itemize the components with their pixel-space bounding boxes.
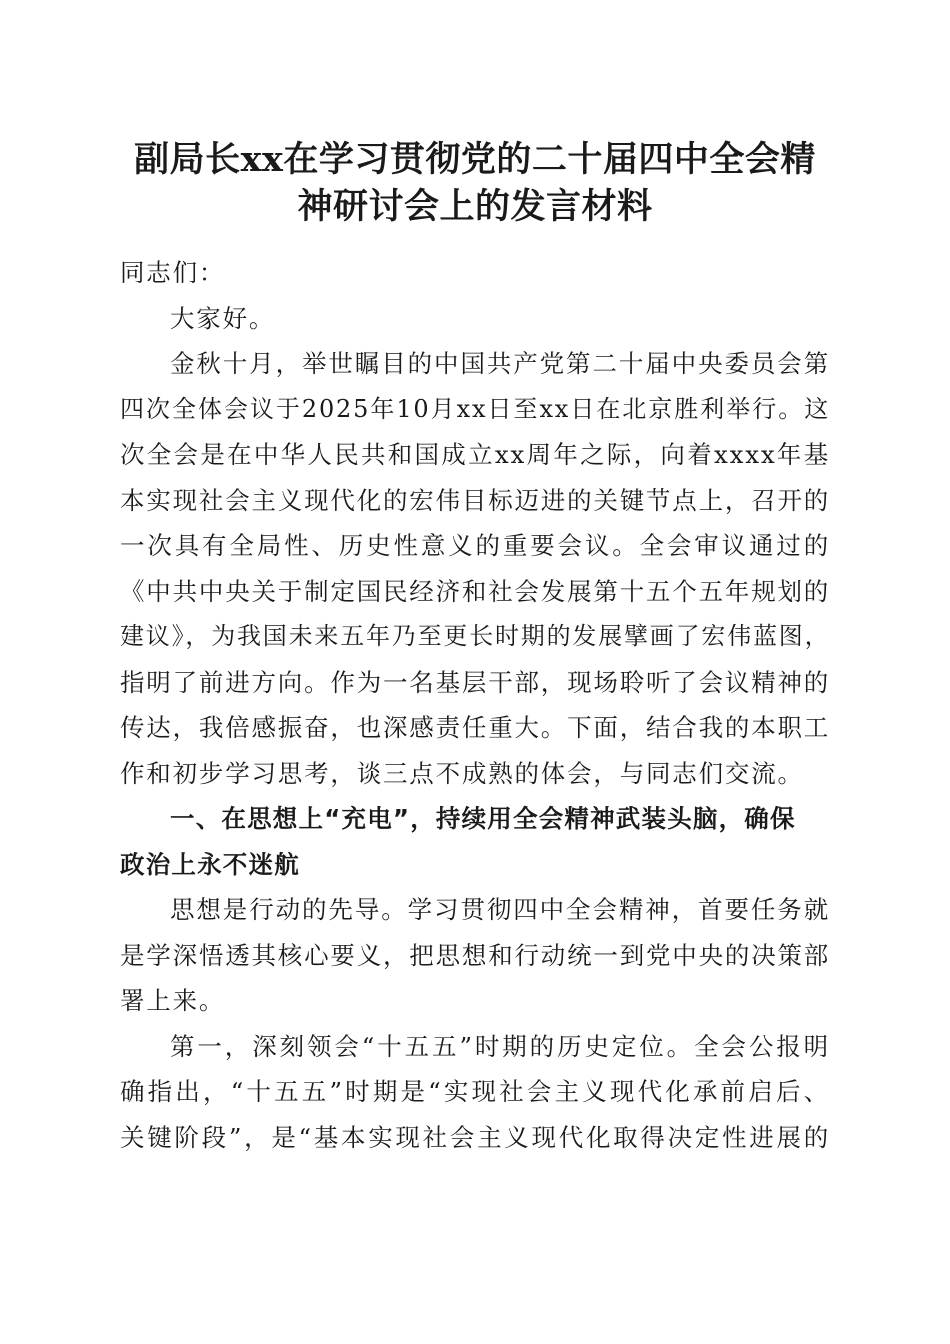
intro-line: 一次具有全局性、历史性意义的重要会议。全会审议通过的 <box>120 531 830 560</box>
paragraph-line: 署上来。 <box>120 986 226 1015</box>
document-body <box>120 250 830 1160</box>
paragraph-line: 第一，深刻领会“十五五”时期的历史定位。全会公报明 <box>170 1031 830 1061</box>
section-1-paragraph <box>120 887 830 1024</box>
intro-line: 作和初步学习思考，谈三点不成熟的体会，与同志们交流。 <box>120 758 804 788</box>
intro-line: 本实现社会主义现代化的宏伟目标迈进的关键节点上，召开的 <box>120 485 831 515</box>
intro-line: 建议》，为我国未来五年乃至更长时期的发展擘画了宏伟蓝图， <box>120 622 831 650</box>
intro-line: 《中共中央关于制定国民经济和社会发展第十五个五年规划的 <box>120 576 831 606</box>
point-1-paragraph <box>120 1024 830 1161</box>
paragraph-line: 思想是行动的先导。学习贯彻四中全会精神，首要任务就 <box>170 895 830 924</box>
intro-line: 指明了前进方向。作为一名基层干部，现场聆听了会议精神的 <box>120 667 831 697</box>
section-heading-line: 政治上永不迷航 <box>120 849 300 879</box>
paragraph-line: 是学深悟透其核心要义，把思想和行动统一到党中央的决策部 <box>120 940 831 970</box>
section-heading-line: 一、在思想上“充电”，持续用全会精神武装头脑，确保 <box>170 804 796 833</box>
paragraph-line: 关键阶段”，是“基本实现社会主义现代化取得决定性进展的 <box>120 1122 830 1152</box>
intro-paragraph <box>120 341 830 796</box>
section-1-heading <box>120 796 830 887</box>
title-line-2: 神研讨会上的发言材料 <box>297 186 653 227</box>
page-title <box>100 136 850 230</box>
intro-line: 四次全体会议于2025年10月xx日至xx日在北京胜利举行。这 <box>120 394 830 423</box>
intro-line: 次全会是在中华人民共和国成立xx周年之际，向着xxxx年基 <box>120 440 830 469</box>
greeting: 大家好。 <box>170 303 276 333</box>
paragraph-line: 确指出，“十五五”时期是“实现社会主义现代化承前启后、 <box>120 1077 830 1106</box>
title-line-1: 副局长xx在学习贯彻党的二十届四中全会精 <box>134 139 816 180</box>
intro-line: 传达，我倍感振奋，也深感责任重大。下面，结合我的本职工 <box>120 713 831 742</box>
salutation: 同志们： <box>120 258 226 287</box>
intro-line: 金秋十月，举世瞩目的中国共产党第二十届中央委员会第 <box>170 349 830 378</box>
